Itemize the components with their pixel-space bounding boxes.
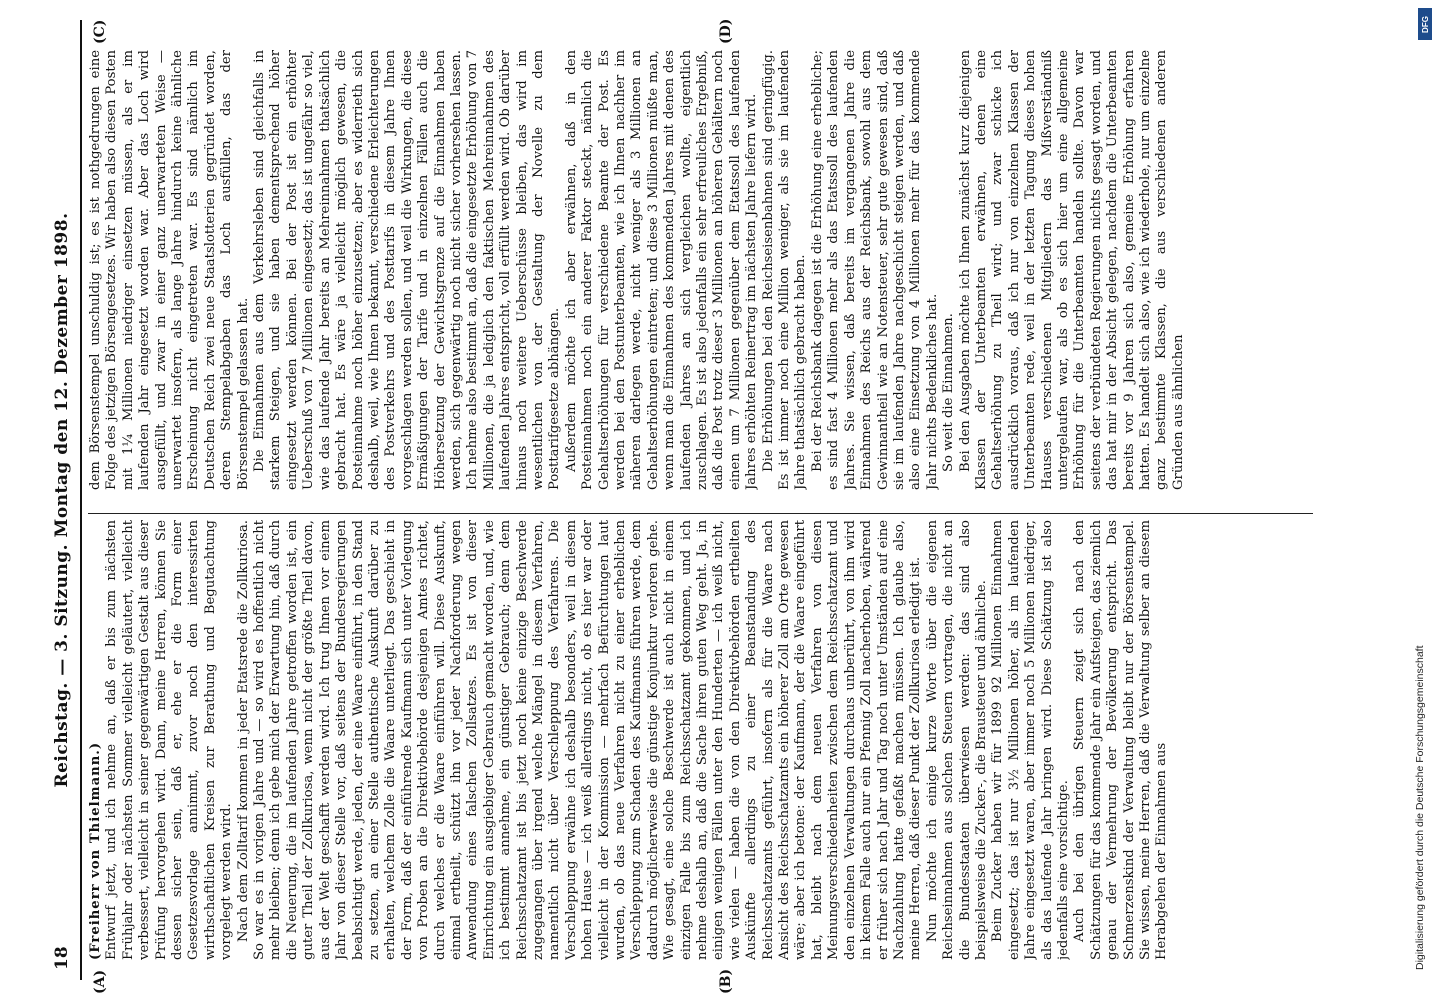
- paragraph: Die Einnahmen aus dem Verkehrsleben sind gleichfalls in starkem Steigen, und sie haben dementsprechend höher eingesetzt werden können. Bei der Post ist ein erhöhter Ueberschuß von 7 Millionen eingesetzt; das ist ungefähr so viel, wie das laufende Jahr bereits an Mehreinnahmen thatsächlich gebracht hat. Es wäre ja vielleicht möglich gewesen, die Posteinnahme noch höher einzusetzen; aber es widerrieth sich deshalb, weil, wie Ihnen bekannt, verschiedene Erleichterungen des Postverkehrs und des Posttarifs in diesem Jahre Ihnen vorgeschlagen werden sollen, und weil die Wirkungen, die diese Ermäßigungen der Tarife und in einzelnen Fällen auch die Höhersetzung der Gewichtsgrenze auf die Einnahmen haben werden, sich gegenwärtig noch nicht sicher vorhersehen lassen. Ich nehme also bestimmt an, daß die eingesetzte Erhöhung von 7 Millionen, die ja lediglich den faktischen Mehreinnahmen des laufenden Jahres entspricht, voll erfüllt werden wird. Ob darüber hinaus noch weitere Ueberschüsse bleiben, das wird im wesentlichen von der Gestaltung der Novelle zu dem Posttarifgesetze abhängen.: [252, 50, 563, 490]
- page-number: 18: [52, 946, 72, 970]
- paragraph: Auch bei den übrigen Steuern zeigt sich nach den Schätzungen für das kommende Jahr ein Aufsteigen, das ziemlich genau der Vermehrung der Bevölkerung entspricht. Das Schmerzenskind der Verwaltung bleibt nur der Börsenstempel. Sie wissen, meine Herren, daß die Verwaltung selber an diesem Herabgehen der Einnahmen aus: [1072, 520, 1170, 960]
- margin-marker-d: (D): [718, 18, 734, 44]
- paragraph: dem Börsenstempel unschuldig ist; es ist nothgedrungen eine Folge des jetzigen Börsengesetzes. Wir haben also diesen Posten mit 1¼ Millionen niedriger einsetzen müssen, als er im laufenden Jahr eingesetzt worden war. Aber das Loch wird ausgefüllt, und zwar in einer ganz unerwarteten Weise — unerwartet insofern, als lange Jahre hindurch keine ähnliche Erscheinung nicht eingetreten war. Es sind nämlich im Deutschen Reich zwei neue Staatslotterien gegründet worden, deren Stempelabgaben das Loch ausfüllen, das der Börsenstempel gelassen hat.: [88, 50, 251, 490]
- paragraph: Entwurf jetzt, und ich nehme an, daß er bis zum nächsten Frühjahr oder nächsten Sommer vielleicht geläutert, vielleicht verbessert, vielleicht in seiner gegenwärtigen Gestalt aus dieser Prüfung hervorgehen wird. Dann, meine Herren, können Sie dessen sicher sein, daß er, ehe er die Form einer Gesetzesvorlage annimmt, zuvor noch den interessirten wirthschaftlichen Kreisen zur Berathung und Begutachtung vorgelegt werden wird.: [104, 520, 235, 960]
- speaker-label: (Freiherr von Thielmann.): [88, 741, 103, 960]
- paragraph: Bei der Reichsbank dagegen ist die Erhöhung eine erhebliche; es sind fast 4 Millionen mehr als das Etatssoll des laufenden Jahres. Sie wissen, daß bereits im vergangenen Jahre die Einnahmen des Reichs aus der Reichsbank, sowohl aus dem Gewinnantheil wie an Notensteuer, sehr gute gewesen sind, daß sie im laufenden Jahre nachgeschicht steigen werden, und daß also eine Einsetzung von 4 Millionen mehr für das kommende Jahr nichts Bedenkliches hat.: [809, 50, 940, 490]
- paragraph: Nach dem Zolltarif kommen in jeder Etatsrede die Zollkuriosa. So war es in vorigen Jahre und — so wird es hoffentlich nicht mehr bleiben; denn ich gebe mich der Erwartung hin, daß durch die Neuerung, die im laufenden Jahre getroffen worden ist, ein guter Theil der Zollkuriosa, wenn nicht der größte Theil davon, aus der Welt geschafft werden wird. Ich trug Ihnen vor einem Jahr von dieser Stelle vor, daß seitens der Bundesregierungen beabsichtigt werde, jeden, der eine Waare einführt, in den Stand zu setzen, an einer Stelle authentische Auskunft darüber zu erhalten, welchem Zolle die Waare unterliegt. Das geschieht in der Form, daß der einführende Kaufmann sich unter Vorlegung von Proben an die Direktivbehörde desjenigen Amtes richtet, durch welches er die Waare einführen will. Diese Auskunft, einmal ertheilt, schützt ihn vor jeder Nachforderung wegen Anwendung eines falschen Zollsatzes. Es ist von dieser Einrichtung ein ausgiebiger Gebrauch gemacht worden, und, wie ich bestimmt annehme, ein günstiger Gebrauch; denn dem Reichsschatzamt ist bis jetzt noch keine einzige Beschwerde zugegangen über irgend welche Mängel in diesem Verfahren, namentlich nicht über Verschleppung des Verfahrens. Die Verschleppung erwähne ich deshalb besonders, weil in diesem hohen Hause — ich weiß allerdings nicht, ob es hier war oder vielleicht in der Kommission — mehrfach Befürchtungen laut wurden, ob das neue Verfahren nicht zu einer erheblichen Verschleppung zum Schaden des Kaufmanns führen werde, dem dadurch möglicherweise die günstige Konjunktur verloren gehe. Wie gesagt, eine solche Beschwerde ist auch nicht in einem einzigen Falle bis zum Reichsschatzamt gekommen, und ich nehme deshalb an, daß die Sache ihren guten Weg geht. Ja, in einigen wenigen Fällen unter den Hunderten — ich weiß nicht, wie vielen — haben die von den Direktivbehörden ertheilten Auskünfte allerdings zu einer Beanstandung des Reichsschatzamts geführt, insofern als für die Waare nach Ansicht des Reichsschatzamts ein höherer Zoll am Orte gewesen wäre; aber ich betone: der Kaufmann, der die Waare eingeführt hat, bleibt nach dem neuen Verfahren von diesen Meinungsverschiedenheiten zwischen dem Reichsschatzamt und den einzelnen Verwaltungen durchaus unberührt, von ihm wird in keinem Falle auch nur ein Pfennig Zoll nacherhoben, während er früher sich nach Jahr und Tag noch unter Umständen auf eine Nachzahlung hatte gefaßt machen müssen. Ich glaube also, meine Herren, daß dieser Punkt der Zollkuriosa erledigt ist.: [235, 520, 924, 960]
- paragraph: Die Erhöhungen bei den Reichseisenbahnen sind geringfügig. Es ist immer noch eine Million weniger, als sie im laufenden Jahre thatsächlich gebracht haben.: [760, 50, 809, 490]
- margin-marker-c: (C): [92, 19, 108, 44]
- margin-marker-b: (B): [718, 968, 734, 994]
- right-column: [88, 50, 1313, 490]
- margin-marker-a: (A): [92, 969, 108, 994]
- column-divider: [88, 513, 1313, 514]
- header-rule: [80, 20, 82, 980]
- paragraph: So weit die Einnahmen.: [941, 313, 957, 472]
- paragraph: Beim Zucker haben wir für 1899 92 Millionen Einnahmen eingesetzt; das ist nur 3½ Millionen höher, als im laufenden Jahre eingesetzt waren, aber immer noch 5 Millionen niedriger, als das laufende Jahr bringen wird. Diese Schätzung ist also jedenfalls eine vorsichtige.: [990, 520, 1071, 960]
- running-title: Reichstag. — 3. Sitzung. Montag den 12. Dezember 1898.: [52, 212, 72, 788]
- paragraph: Nun möchte ich einige kurze Worte über die eigenen Reichseinnahmen aus solchen Steuern vortragen, die nicht an die Bundesstaaten überwiesen werden: das sind also beispielsweise die Zucker-, die Brausteuer und ähnliche.: [924, 520, 989, 960]
- page-header: [52, 20, 78, 980]
- left-column: [88, 520, 1313, 960]
- dfg-logo: DFG: [1418, 8, 1432, 40]
- digitization-footer: [1414, 30, 1428, 970]
- paragraph: Bei den Ausgaben möchte ich Ihnen zunächst kurz diejenigen Klassen der Unterbeamten erwähnen, denen eine Gehaltserhöhung zu Theil wird; und zwar schicke ich ausdrücklich voraus, daß ich nur von einzelnen Klassen der Unterbeamten rede, weil in der letzten Tagung dieses hohen Hauses verschiedenen Mitgliedern das Mißverständniß untergelaufen war, als ob es sich hier um eine allgemeine Erhöhung für die Unterbeamten handeln sollte. Davon war seitens der verbündeten Regierungen nichts gesagt worden, und das hat mir in der Absicht gelegen, nachdem die Unterbeamten bereits vor 9 Jahren sich also, gemeine Erhöhung erfahren hatten. Es handelt sich also, wie ich wiederhole, nur um einzelne ganz bestimmte Klassen, die aus verschiedenen anderen Gründen aus ähnlichen: [957, 50, 1186, 490]
- digitization-note: Digitalisierung gefördert durch die Deutsche Forschungsgemeinschaft: [1414, 645, 1426, 970]
- paragraph: Außerdem möchte ich aber erwähnen, daß in den Posteinnahmen noch ein anderer Faktor steckt, nämlich die Gehaltserhöhungen für verschiedene Beamte der Post. Es werden bei den Postunterbeamten, wie ich Ihnen nachher im näheren darlegen werde, nicht weniger als 3 Millionen an Gehaltserhöhungen eintreten; und diese 3 Millionen müßte man, wenn man die Einnahmen des kommenden Jahres mit denen des laufenden Jahres an sich vergleichen wollte, eigentlich zuschlagen. Es ist also jedenfalls ein sehr erfreuliches Ergebniß, daß die Post trotz dieser 3 Millionen an höheren Gehältern noch einen um 7 Millionen gegenüber dem Etatssoll des laufenden Jahres erhöhten Reinertrag im nächsten Jahre liefern wird.: [563, 50, 760, 490]
